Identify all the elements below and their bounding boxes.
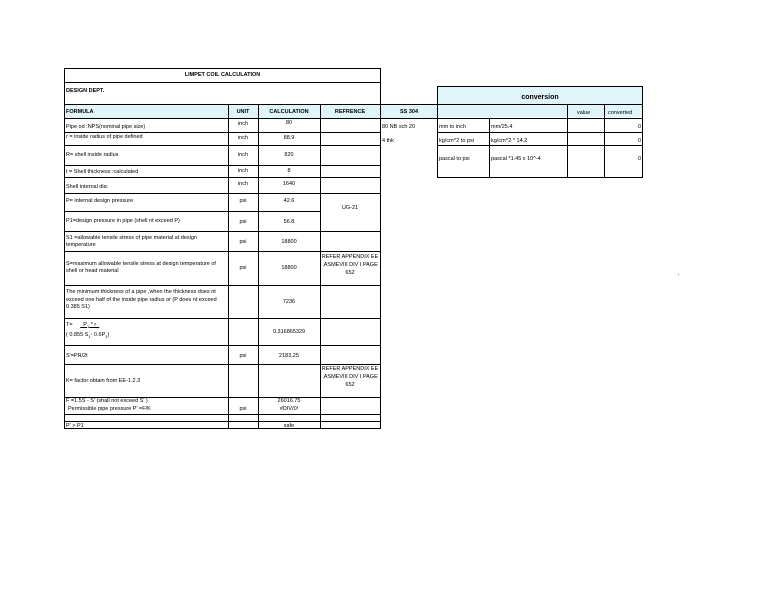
row-5-calc: 42.6	[283, 198, 295, 204]
row-12-formula: K= factor obtain from EE-1.2.3	[66, 378, 141, 384]
header-calculation: CALCULATION	[269, 109, 309, 115]
row-0-calc: 80	[285, 120, 293, 126]
row-1-formula: r = inside radius of pipe defined	[66, 134, 143, 140]
conversion-value-label: value	[577, 110, 591, 116]
row-12-ref: REFER APPENDIX EE ,ASMEVIII DIV I PAGE 652	[321, 366, 379, 389]
row-10-formula: T= $P_1$ * r ( 0.855 $S_1-$ $0.6P_1$)	[66, 322, 110, 340]
row-1-material: 4 thk	[382, 138, 394, 144]
conversion-row-0-formula: mm/25.4	[491, 124, 513, 130]
row-14-formula: Permissible pipe pressure P' =F/K	[68, 406, 151, 412]
row-8-calc: 18800	[281, 265, 297, 271]
row-7-unit: psi	[239, 239, 247, 245]
row-6-calc: 56.8	[283, 219, 295, 225]
conversion-converted-label: converted	[608, 110, 633, 116]
row-5-formula: P= internal design pressure	[66, 198, 134, 204]
stray-mark: '	[678, 274, 680, 280]
row-7-calc: 18800	[281, 239, 297, 245]
row-1-calc: 88.9	[283, 135, 295, 141]
row-14-unit: psi	[239, 406, 247, 412]
row-15-formula: P' > P1	[66, 423, 84, 429]
row-8-formula: S=maximum allowable tensile stress at design temperature of shell or head material	[66, 261, 216, 274]
row-11-formula: S'=PR/2t	[66, 353, 88, 359]
row-5-unit: psi	[239, 198, 247, 204]
row-5-ref: UG-21	[341, 205, 359, 211]
conversion-row-1-from: kg/cm^2 to psi	[439, 138, 474, 144]
row-14-calc: #DIV/0!	[279, 406, 299, 412]
conversion-row-1-converted: 0	[637, 138, 641, 144]
row-0-unit: inch	[237, 121, 249, 127]
row-8-ref: REFER APPENDIX EE ,ASMEVIII DIV I PAGE 652	[321, 254, 379, 277]
header-formula: FORMULA	[66, 109, 94, 115]
row-0-material: 80 NB sch 20	[382, 124, 416, 130]
row-11-unit: psi	[239, 353, 247, 359]
row-6-unit: psi	[239, 219, 247, 225]
row-3-unit: inch	[237, 168, 249, 174]
row-2-calc: 820	[284, 152, 294, 158]
row-6-formula: P1=design pressure in pipe (shell nt exceed P)	[66, 218, 180, 224]
row-4-formula: Shell internal dia:	[66, 184, 109, 190]
row-7-formula: S1 =allowable tensile stress of pipe material at design temperature	[66, 235, 198, 248]
dept-label: DESIGN DEPT.	[66, 88, 105, 94]
row-4-calc: 1640	[282, 181, 296, 187]
conversion-row-1-formula: kg/cm^2 * 14.2	[491, 138, 528, 144]
sheet-title: LIMPET COIL CALCULATION	[184, 72, 261, 78]
conversion-title: conversion	[521, 94, 559, 101]
row-15-calc: safe	[283, 423, 295, 429]
header-material: SS 304	[399, 109, 419, 115]
row-10-calc: 0.316865329	[272, 329, 306, 335]
row-0-formula: Pipe od :NPS(nominal pipe size)	[66, 124, 146, 130]
conversion-row-0-from: mm to inch	[439, 124, 466, 130]
row-13-formula: F =1.5S - S' (shall not exceed S' )	[66, 398, 148, 404]
row-9-formula: The minimum thickness of a pipe ,when the thickness does nt exceed one half of the inside pipe radius or (P does nt exceed 0.385 S1)	[66, 289, 217, 311]
conversion-row-0-converted: 0	[637, 124, 641, 130]
header-unit: UNIT	[236, 109, 250, 115]
conversion-row-2-formula: pascal *1.45 x 10^-4	[491, 156, 541, 162]
row-3-calc: 8	[287, 168, 291, 174]
conversion-row-2-from: pascal to psi	[439, 156, 470, 162]
header-reference: REFRENCE	[334, 109, 366, 115]
row-11-calc: 2183.25	[279, 353, 299, 359]
row-13-calc: 26016.75	[277, 398, 301, 404]
row-1-unit: inch	[237, 135, 249, 141]
row-8-unit: psi	[239, 265, 247, 271]
row-4-unit: inch	[237, 181, 249, 187]
row-3-formula: t = Shell thickness :calculated	[66, 169, 139, 175]
row-9-calc: 7236	[282, 299, 296, 305]
row-2-unit: inch	[237, 152, 249, 158]
conversion-row-2-converted: 0	[637, 156, 641, 162]
row-2-formula: R= shell inside radius	[66, 152, 119, 158]
